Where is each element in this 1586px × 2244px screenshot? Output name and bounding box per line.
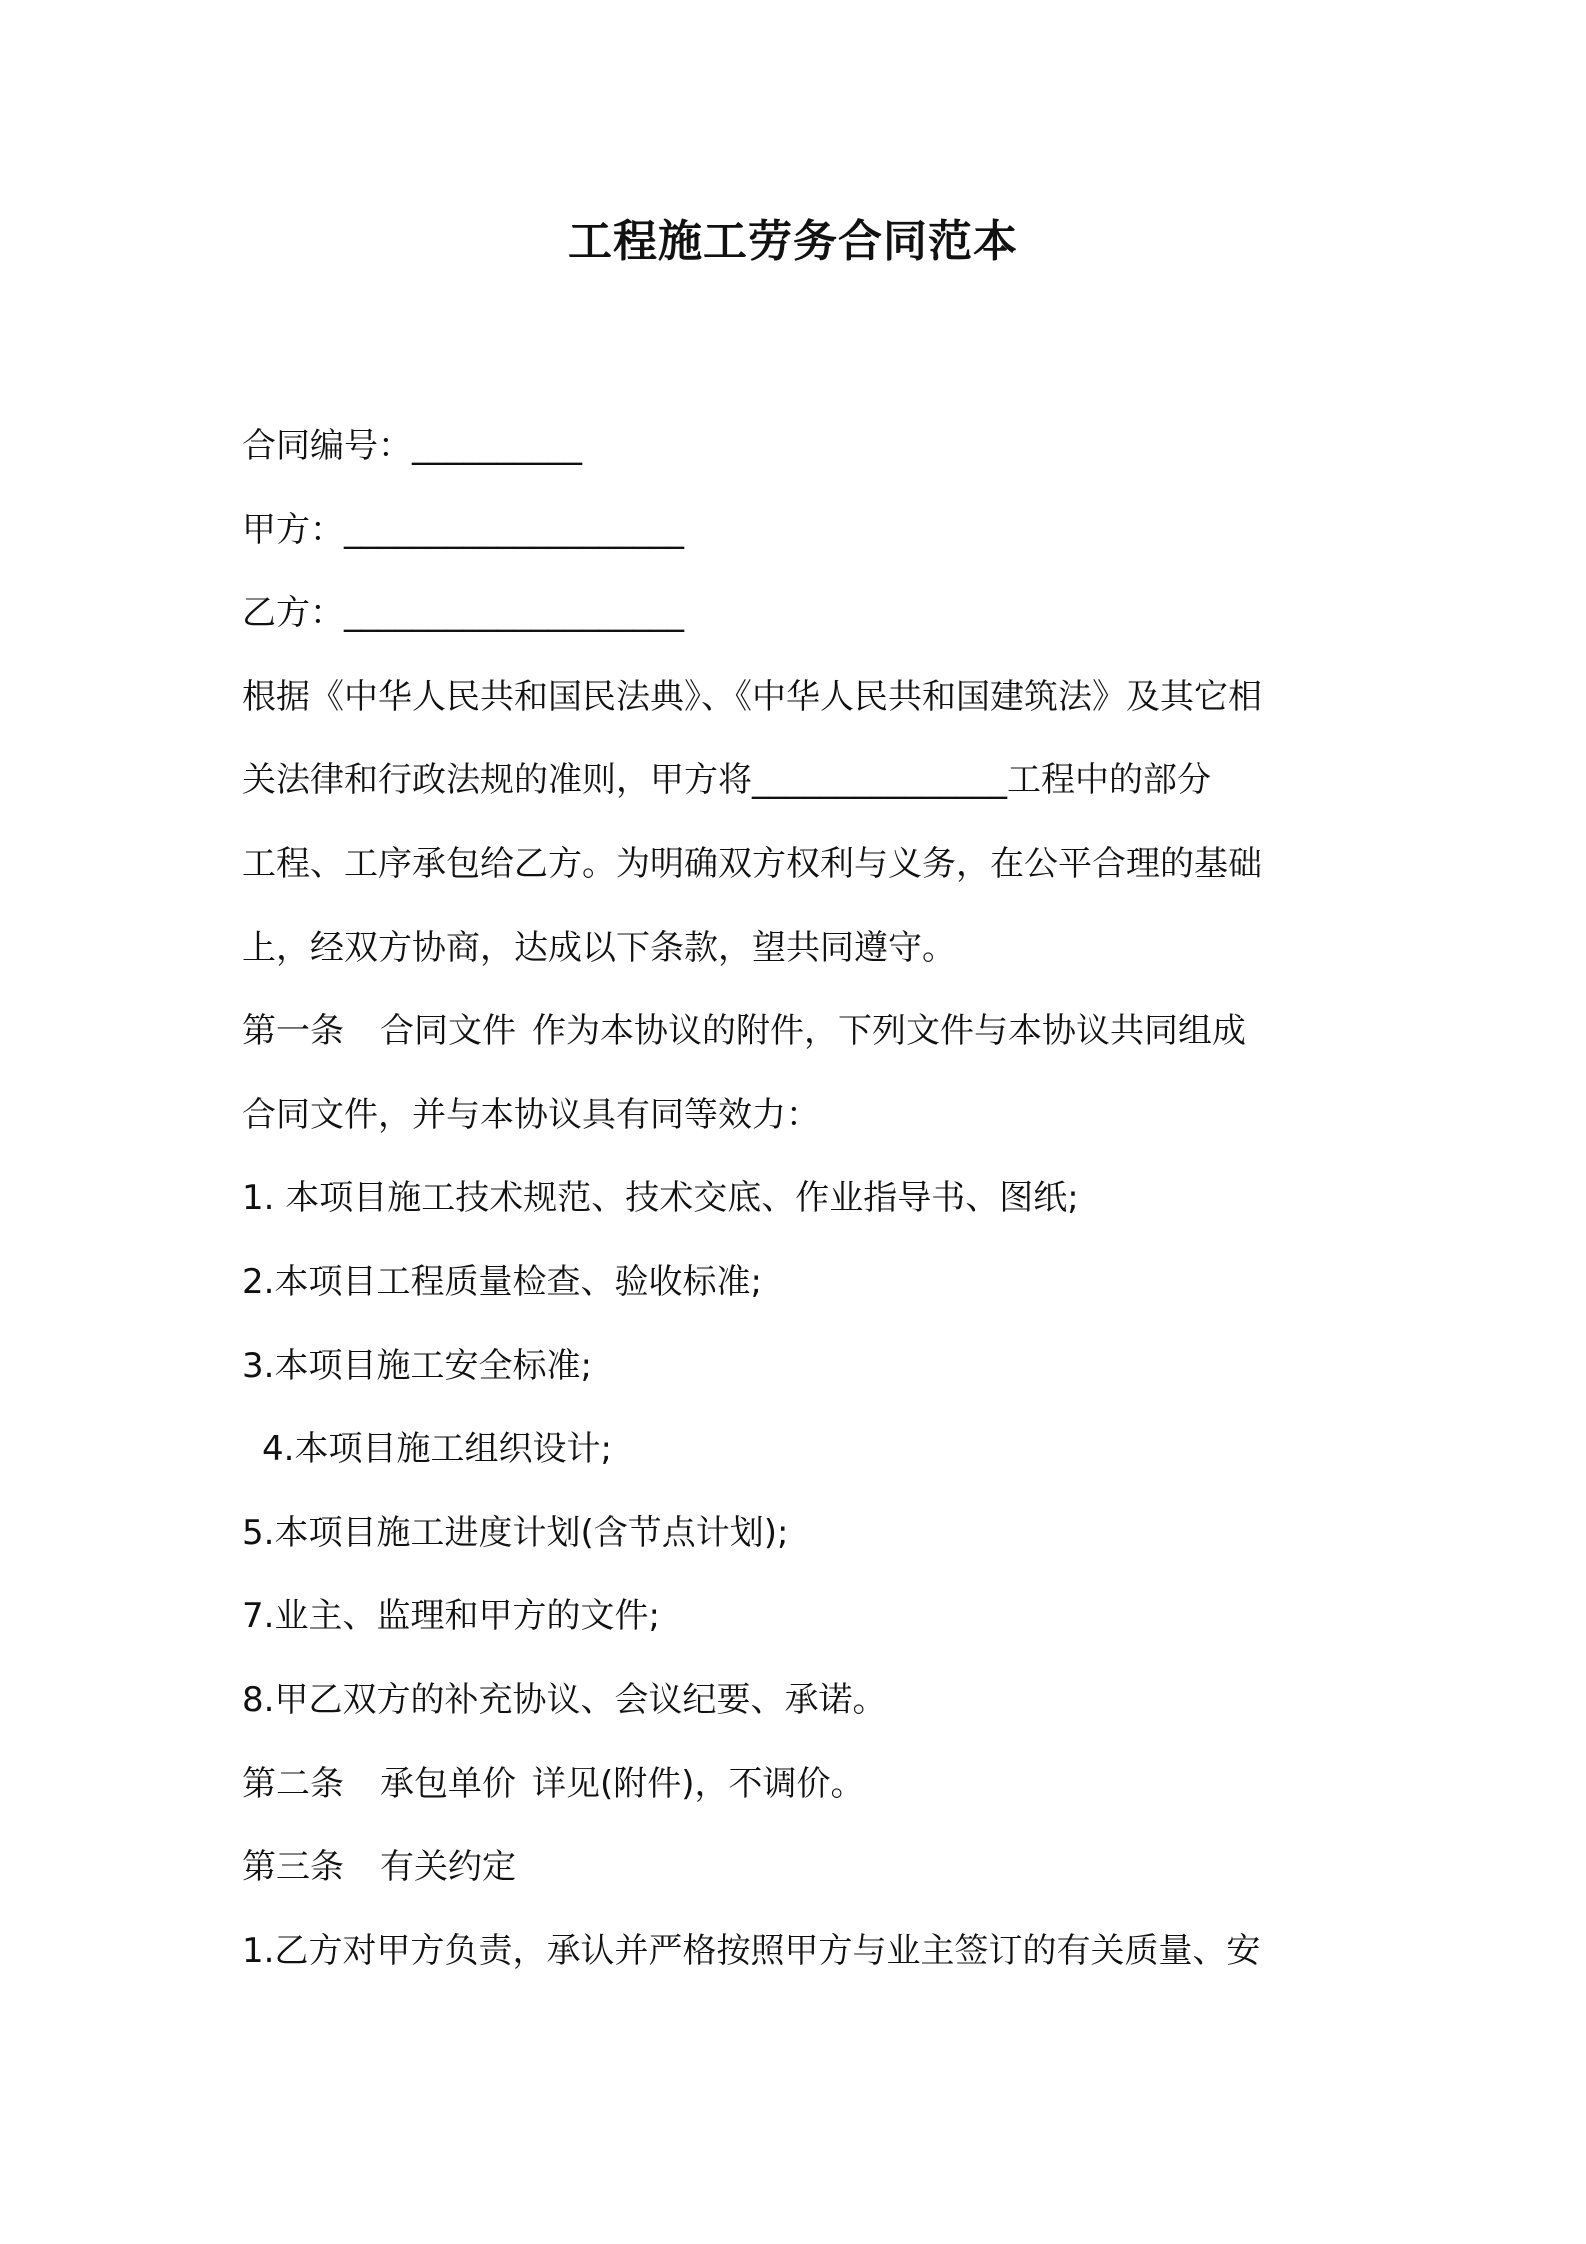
preamble-line-4: 上，经双方协商，达成以下条款，望共同遵守。: [242, 927, 956, 968]
article-1-item-2: 2.本项目工程质量检查、验收标准;: [242, 1261, 762, 1302]
article-3-line: [242, 1826, 1352, 1910]
article-1-item-8: 8.甲乙双方的补充协议、会议纪要、承诺。: [242, 1679, 887, 1720]
article-3-name: 有关约定: [380, 1847, 516, 1888]
article-2-line: [242, 1743, 1352, 1827]
article-1-item-3: 3.本项目施工安全标准;: [242, 1345, 592, 1386]
party-a-field: 甲方：____________________: [242, 509, 684, 550]
preamble-line-1: 根据《中华人民共和国民法典》、《中华人民共和国建筑法》及其它相: [242, 676, 1262, 717]
article-1-item-5: 5.本项目施工进度计划(含节点计划);: [242, 1512, 789, 1553]
party-b-field: 乙方：____________________: [242, 593, 684, 634]
preamble-line-2: 关法律和行政法规的准则，甲方将_______________工程中的部分: [242, 760, 1211, 801]
document-title: 工程施工劳务合同范本: [568, 216, 1018, 267]
article-1-text-line-1: 作为本协议的附件，下列文件与本协议共同组成: [532, 1011, 1246, 1052]
article-1-number: 第一条: [242, 1011, 344, 1052]
article-2-name: 承包单价: [380, 1763, 516, 1804]
article-1-item-4: 4.本项目施工组织设计;: [262, 1429, 612, 1470]
article-1-item-1: 1. 本项目施工技术规范、技术交底、作业指导书、图纸;: [242, 1178, 1079, 1219]
article-1-name: 合同文件: [380, 1011, 516, 1052]
document-body: [242, 405, 1352, 1993]
article-1-heading-line: [242, 990, 1352, 1074]
preamble-line-3: 工程、工序承包给乙方。为明确双方权利与义务，在公平合理的基础: [242, 843, 1262, 884]
article-1-item-7: 7.业主、监理和甲方的文件;: [242, 1596, 660, 1637]
article-3-number: 第三条: [242, 1847, 344, 1888]
article-2-text: 详见(附件)，不调价。: [532, 1763, 865, 1804]
article-1-text-line-2: 合同文件，并与本协议具有同等效力：: [242, 1094, 820, 1135]
article-2-number: 第二条: [242, 1763, 344, 1804]
article-3-item-1: 1.乙方对甲方负责，承认并严格按照甲方与业主签订的有关质量、安: [242, 1930, 1261, 1971]
contract-number-field: 合同编号：__________: [242, 426, 582, 466]
